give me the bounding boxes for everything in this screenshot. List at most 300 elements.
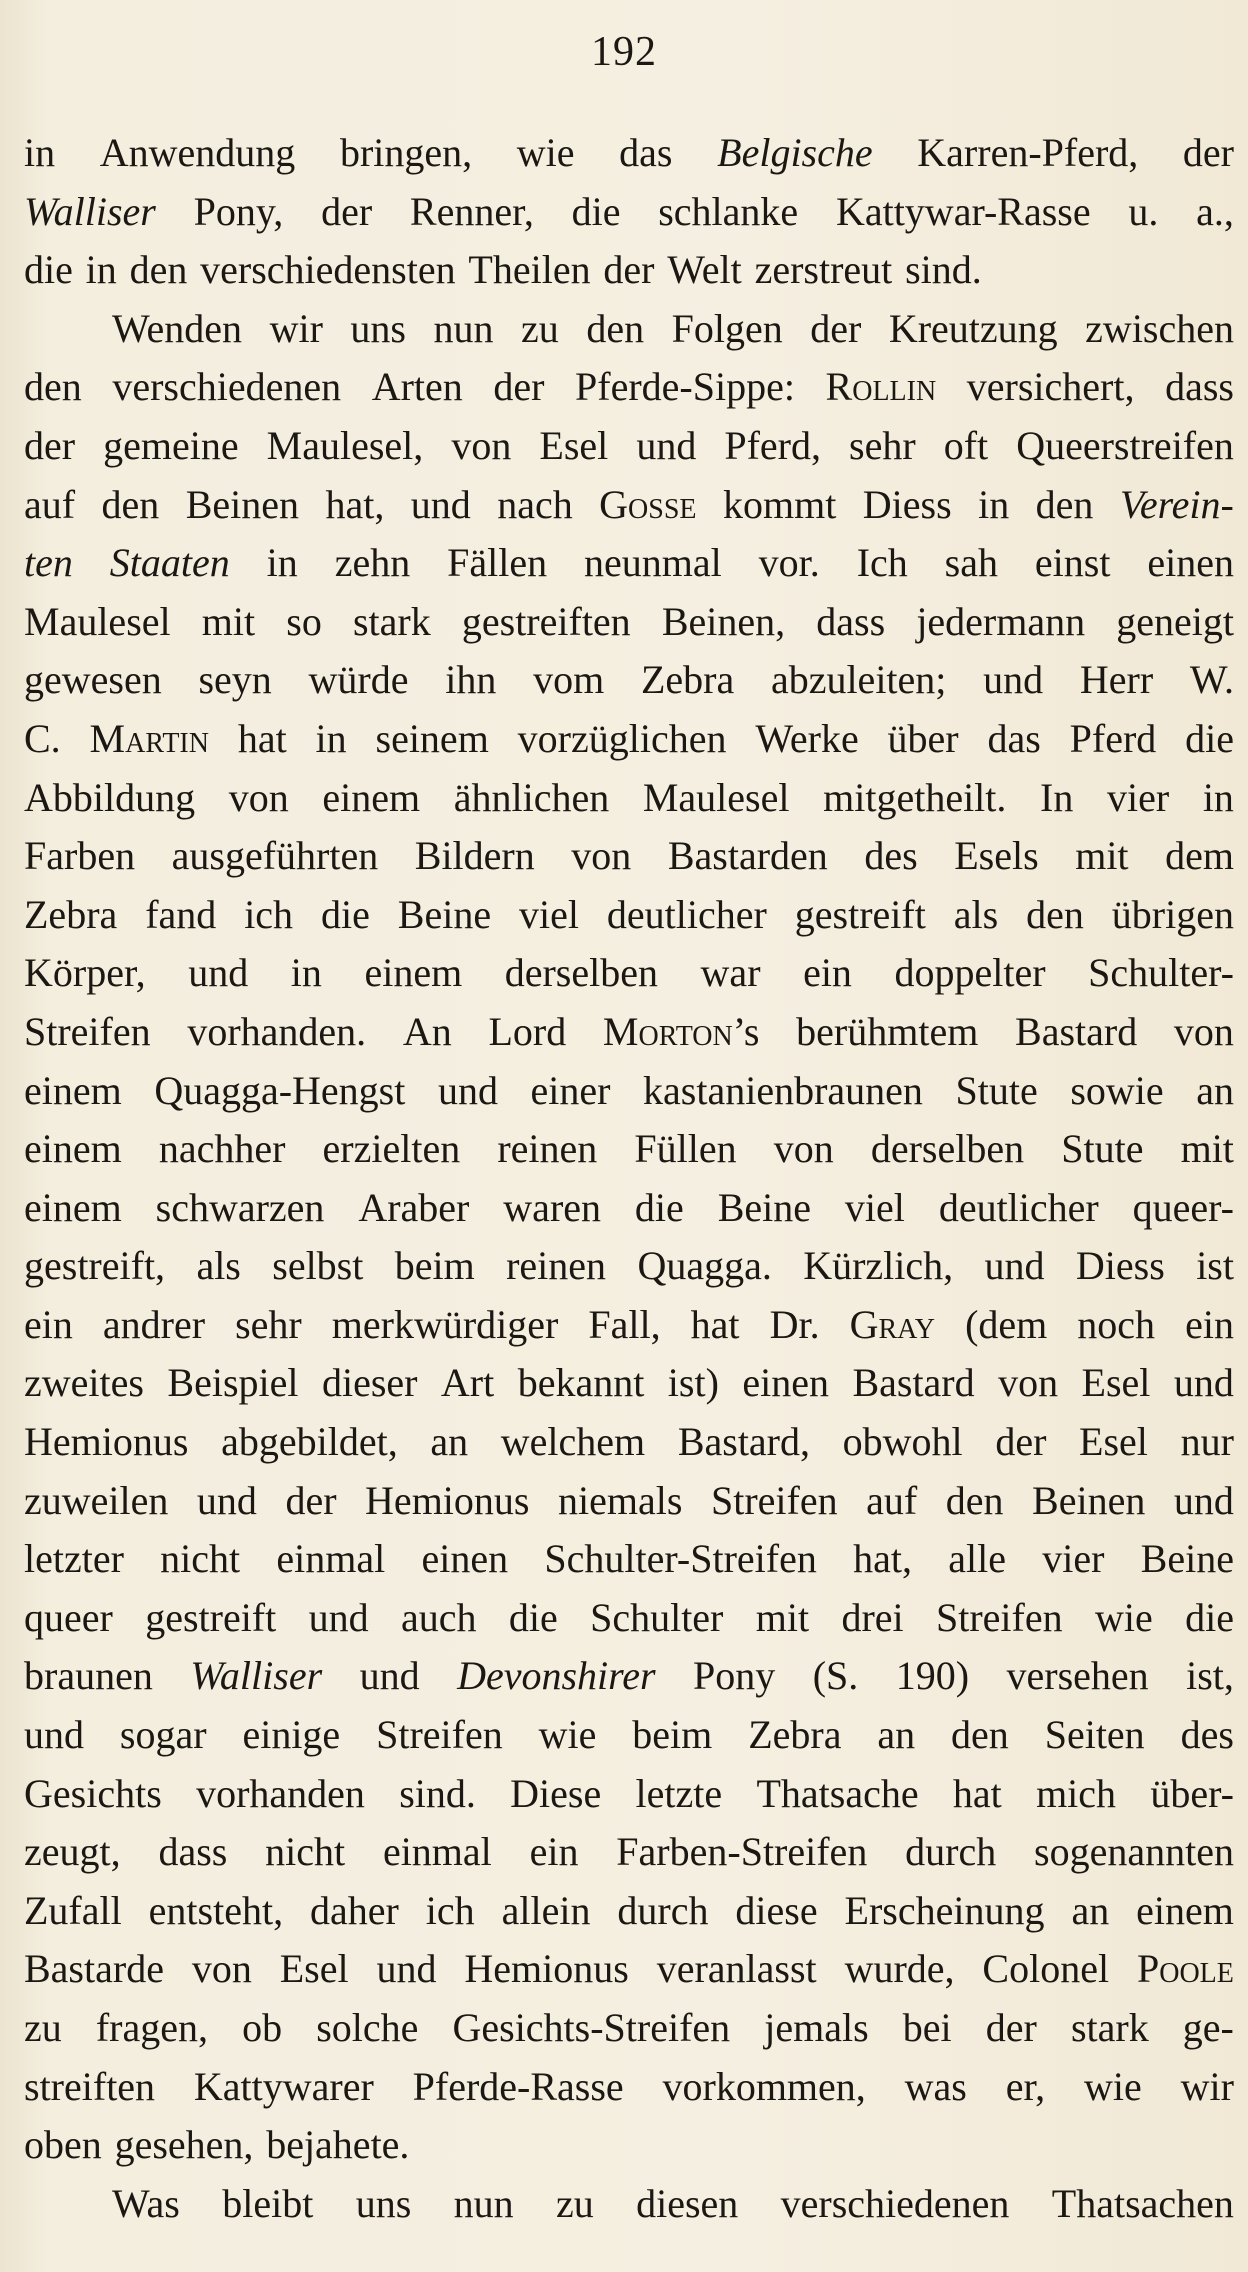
text-line xyxy=(24,124,1234,183)
word: von xyxy=(451,422,512,468)
word: und xyxy=(437,1067,498,1113)
word: a., xyxy=(1196,188,1234,234)
word: Esel xyxy=(1079,1419,1148,1465)
word: ich xyxy=(425,1887,475,1933)
word: von xyxy=(571,833,632,879)
word: derselben xyxy=(504,950,658,996)
word: einst xyxy=(1034,540,1111,586)
word: Welt xyxy=(667,247,742,293)
word: dass xyxy=(816,598,886,644)
word: den xyxy=(1035,481,1094,527)
word: vier xyxy=(1107,774,1170,820)
word: versehen xyxy=(1006,1653,1149,1699)
word: zehn xyxy=(334,540,411,586)
word: Martin xyxy=(89,715,209,761)
text-line xyxy=(24,1120,1234,1179)
word: ten xyxy=(24,540,73,586)
word: noch xyxy=(1077,1301,1156,1347)
word: der xyxy=(493,364,545,410)
word: wir xyxy=(269,305,323,351)
word: An xyxy=(402,1008,452,1054)
word: wie xyxy=(1084,2063,1142,2109)
word: Hemionus xyxy=(365,1477,530,1523)
word: ähnlichen xyxy=(453,774,610,820)
word: bringen, xyxy=(339,130,473,175)
word: Diess xyxy=(1075,1243,1165,1289)
word: des xyxy=(1180,1712,1234,1758)
word: andrer xyxy=(102,1301,206,1347)
word: Maulesel xyxy=(642,774,790,820)
word: den xyxy=(586,305,645,351)
word: ihn xyxy=(445,657,497,703)
word: den xyxy=(129,247,188,293)
word: kastanienbraunen xyxy=(643,1067,923,1113)
word: Abbildung xyxy=(24,774,196,820)
word: nun xyxy=(433,305,494,351)
word: Arten xyxy=(371,364,463,410)
text-line xyxy=(24,1882,1234,1941)
word: zwischen xyxy=(1085,305,1234,351)
word: Ich xyxy=(856,540,908,586)
word: Quagga-Hengst xyxy=(154,1067,406,1113)
word: bejahete. xyxy=(266,2122,410,2168)
word: beim xyxy=(394,1243,475,1289)
word: Bildern xyxy=(414,833,535,879)
word: alle xyxy=(948,1536,1006,1582)
word: und xyxy=(376,1946,437,1992)
word: einem xyxy=(1136,1887,1234,1933)
word: Staaten xyxy=(109,540,230,586)
word: Seiten xyxy=(1044,1712,1145,1758)
word: nach xyxy=(497,481,573,527)
word: sehr xyxy=(849,422,916,468)
word: uns xyxy=(350,305,406,351)
word: und xyxy=(196,1477,257,1523)
word: Esel xyxy=(539,422,609,468)
word: Farben-Streifen xyxy=(616,1829,868,1875)
text-line xyxy=(24,1999,1234,2058)
word: reinen xyxy=(497,1126,598,1172)
word: vom xyxy=(533,657,605,703)
word: viel xyxy=(844,1184,905,1230)
word: Beine xyxy=(1140,1536,1234,1582)
page-number: 192 xyxy=(591,29,657,75)
word: zu xyxy=(521,305,559,351)
text-line xyxy=(24,476,1234,535)
word: In xyxy=(1040,774,1074,820)
word: übrigen xyxy=(1111,891,1234,937)
word: einen xyxy=(1147,540,1234,586)
word: vorkommen, xyxy=(662,2063,866,2109)
word: von xyxy=(1173,1008,1234,1054)
word: merkwürdiger xyxy=(331,1301,559,1347)
text-line xyxy=(24,651,1234,710)
word: gemeine xyxy=(103,422,239,468)
word: hat, xyxy=(325,481,385,527)
word: streiften xyxy=(24,2063,156,2109)
word: hat xyxy=(237,715,287,761)
word: zeugt, xyxy=(24,1829,121,1875)
word: Poole xyxy=(1136,1946,1234,1992)
word: wurde, xyxy=(844,1946,955,1992)
word: und xyxy=(308,1594,369,1640)
word: Lord xyxy=(488,1008,567,1054)
word: Thatsache xyxy=(756,1770,919,1816)
word: Walliser xyxy=(24,188,156,234)
word: und xyxy=(1173,1477,1234,1523)
word: Folgen xyxy=(671,305,783,351)
word: waren xyxy=(503,1184,602,1230)
word: die xyxy=(320,891,370,937)
word: gestreift xyxy=(145,1594,277,1640)
word: schwarzen xyxy=(155,1184,325,1230)
word: in xyxy=(24,130,56,175)
text-line xyxy=(24,183,1234,242)
word: das xyxy=(987,715,1041,761)
word: Pferde-Sippe: xyxy=(575,364,795,410)
word: jedermann xyxy=(916,598,1086,644)
word: den xyxy=(101,481,160,527)
word: so xyxy=(286,598,322,644)
word: doppelter xyxy=(894,950,1046,996)
word: stark xyxy=(352,598,431,644)
word: Theilen xyxy=(468,247,591,293)
word: obwohl xyxy=(842,1419,963,1465)
word: an xyxy=(430,1419,469,1465)
word: (dem xyxy=(965,1301,1048,1347)
word: von xyxy=(191,1946,252,1992)
word: ob xyxy=(242,2005,283,2050)
word: sogar xyxy=(119,1712,207,1758)
word: Pferd xyxy=(1069,715,1157,761)
word: Bastarden xyxy=(667,833,828,879)
word: einen xyxy=(742,1360,829,1406)
word: letzter xyxy=(24,1536,124,1582)
word: geneigt xyxy=(1116,598,1234,644)
text-line xyxy=(24,827,1234,886)
word: Renner, xyxy=(409,188,534,234)
word: mit xyxy=(755,1594,810,1640)
word-group xyxy=(603,1003,760,1062)
word: Gray xyxy=(849,1301,936,1347)
word: und xyxy=(410,481,471,527)
word: Schulter-Streifen xyxy=(544,1536,817,1582)
word: die xyxy=(508,1594,558,1640)
word: derselben xyxy=(870,1126,1025,1172)
word: in xyxy=(266,540,298,586)
word: in xyxy=(85,247,117,293)
word: ein xyxy=(529,1829,579,1875)
word: er, xyxy=(1005,2063,1046,2109)
word: Quagga. xyxy=(637,1243,772,1289)
word: auch xyxy=(400,1594,477,1640)
word: der xyxy=(985,2005,1037,2050)
word: seinem xyxy=(375,715,489,761)
word: Bastarde xyxy=(24,1946,164,1992)
word: oben xyxy=(24,2122,102,2168)
word: veranlasst xyxy=(656,1946,817,1992)
body-text xyxy=(24,124,1234,2233)
word: verschiedensten xyxy=(200,247,456,293)
word: Streifen xyxy=(24,1008,151,1054)
word: den xyxy=(1026,891,1084,937)
word: welchem xyxy=(500,1419,646,1465)
text-line xyxy=(24,1003,1234,1062)
word: in xyxy=(290,950,322,996)
word: Araber xyxy=(358,1184,470,1230)
word: den xyxy=(951,1712,1009,1758)
word: der xyxy=(1182,130,1234,175)
word: Art xyxy=(440,1360,495,1406)
word: Diese xyxy=(510,1770,602,1816)
text-line xyxy=(24,1472,1234,1531)
word: Bastard, xyxy=(677,1419,810,1465)
word: den xyxy=(24,364,82,410)
text-line xyxy=(24,2175,1234,2234)
word: hat xyxy=(952,1770,1002,1816)
word: die xyxy=(1185,715,1234,761)
word: über xyxy=(887,715,959,761)
word: Esel xyxy=(1081,1360,1151,1406)
text-line xyxy=(24,2058,1234,2117)
word: mitgetheilt. xyxy=(823,774,1007,820)
text-line xyxy=(24,1530,1234,1589)
word: ein xyxy=(803,950,852,996)
word: über- xyxy=(1150,1770,1234,1816)
word: wie xyxy=(538,1712,597,1758)
word: u. xyxy=(1128,188,1159,234)
word: und xyxy=(636,422,697,468)
word: Kattywarer xyxy=(193,2063,374,2109)
word: Karren-Pferd, xyxy=(917,130,1139,175)
word: abgebildet, xyxy=(221,1419,398,1465)
word: einem xyxy=(24,1067,122,1113)
word: einem xyxy=(24,1184,122,1230)
text-line xyxy=(24,1940,1234,1999)
word: stark xyxy=(1070,2005,1149,2050)
word: Esel xyxy=(279,1946,349,1992)
word: Verein- xyxy=(1119,481,1234,527)
word: seyn xyxy=(198,657,272,703)
word: einem xyxy=(364,950,463,996)
word: Wenden xyxy=(112,305,243,351)
word: neunmal xyxy=(584,540,722,586)
text-line xyxy=(24,1237,1234,1296)
word: das xyxy=(619,130,673,175)
text-line xyxy=(24,886,1234,945)
word: hat xyxy=(690,1301,740,1347)
word: Streifen xyxy=(710,1477,838,1523)
word: deutlicher xyxy=(606,891,767,937)
word: ein xyxy=(24,1301,73,1347)
word: ’s xyxy=(732,1008,760,1054)
text-line xyxy=(24,769,1234,828)
word: drei xyxy=(841,1594,904,1640)
word: als xyxy=(953,891,999,937)
word: Pferde-Rasse xyxy=(412,2063,624,2109)
text-line xyxy=(24,1589,1234,1648)
word: Beine xyxy=(717,1184,812,1230)
word: in xyxy=(1202,774,1234,820)
word: die xyxy=(634,1184,684,1230)
text-line xyxy=(24,417,1234,476)
text-line xyxy=(24,300,1234,359)
word: wie xyxy=(516,130,575,175)
word: daher xyxy=(310,1887,399,1933)
word: Gesichts-Streifen xyxy=(452,2005,731,2050)
text-line xyxy=(24,1823,1234,1882)
word: Maulesel xyxy=(24,598,171,644)
word: des xyxy=(864,833,918,879)
word: und xyxy=(188,950,249,996)
word: dass xyxy=(158,1829,228,1875)
word: an xyxy=(877,1712,916,1758)
word: nachher xyxy=(158,1126,286,1172)
word: Anwendung xyxy=(99,130,296,175)
word: vor. xyxy=(758,540,820,586)
word: fragen, xyxy=(95,2005,209,2050)
word: vier xyxy=(1042,1536,1105,1582)
word: Pony, xyxy=(193,188,284,234)
word: einmal xyxy=(382,1829,492,1875)
word: Fall, xyxy=(588,1301,661,1347)
text-line xyxy=(24,1647,1234,1706)
word: Gosse xyxy=(599,481,697,527)
word: Beinen, xyxy=(661,598,786,644)
word: Schulter- xyxy=(1088,950,1234,996)
word: die xyxy=(1185,1594,1234,1640)
word: entsteht, xyxy=(148,1887,284,1933)
word: gewesen xyxy=(24,657,162,703)
word: selbst xyxy=(272,1243,364,1289)
text-line xyxy=(24,1413,1234,1472)
word: queer- xyxy=(1132,1184,1234,1230)
word: Zufall xyxy=(24,1887,122,1933)
word: deutlicher xyxy=(938,1184,1099,1230)
word: sogenannten xyxy=(1034,1829,1234,1875)
word: Morton xyxy=(602,1008,733,1054)
word: der xyxy=(995,1419,1047,1465)
word: Esels xyxy=(954,833,1039,879)
word: versichert, xyxy=(966,364,1135,410)
word: Colonel xyxy=(982,1946,1110,1992)
word: ist, xyxy=(1186,1653,1234,1699)
word: dieser xyxy=(321,1360,418,1406)
word: Beinen xyxy=(1032,1477,1146,1523)
word: durch xyxy=(617,1887,709,1933)
word: Kürzlich, xyxy=(803,1243,954,1289)
word: Gesichts xyxy=(24,1770,162,1816)
word: die xyxy=(24,247,73,293)
word: Farben xyxy=(24,833,136,879)
word: niemals xyxy=(558,1477,683,1523)
text-line xyxy=(24,358,1234,417)
word: queer xyxy=(24,1594,113,1640)
word: Kattywar-Rasse xyxy=(835,188,1091,234)
word: vorhanden xyxy=(196,1770,365,1816)
word: fand xyxy=(145,891,217,937)
word: erzielten xyxy=(322,1126,461,1172)
word: und xyxy=(983,657,1044,703)
word: kommt xyxy=(722,481,837,527)
word: Körper, xyxy=(24,950,146,996)
word: durch xyxy=(905,1829,997,1875)
word: reinen xyxy=(506,1243,607,1289)
word: dass xyxy=(1165,364,1234,410)
word: einen xyxy=(421,1536,509,1582)
word: einem xyxy=(24,1126,122,1172)
word: Zebra xyxy=(24,891,118,937)
word: gestreift, xyxy=(24,1243,166,1289)
word: den xyxy=(945,1477,1004,1523)
word: einem xyxy=(322,774,421,820)
word: bei xyxy=(902,2005,952,2050)
word: zu xyxy=(24,2005,62,2050)
word: Kreutzung xyxy=(888,305,1058,351)
word: der xyxy=(810,305,862,351)
word: nur xyxy=(1180,1419,1234,1465)
word: gestreiften xyxy=(461,598,631,644)
word: und xyxy=(24,1712,84,1758)
word: Schulter xyxy=(590,1594,724,1640)
word: letzte xyxy=(635,1770,723,1816)
word: beim xyxy=(632,1712,713,1758)
word: diese xyxy=(735,1887,818,1933)
text-line xyxy=(24,593,1234,652)
word: verschiedenen xyxy=(780,2180,1010,2226)
word: ausgeführten xyxy=(171,833,379,879)
word: in xyxy=(315,715,347,761)
word: ich xyxy=(244,891,294,937)
word: mit xyxy=(1180,1126,1234,1172)
word: viel xyxy=(519,891,579,937)
word: von xyxy=(773,1126,834,1172)
word: Erscheinung xyxy=(844,1887,1045,1933)
word: als xyxy=(196,1243,241,1289)
word: Beine xyxy=(397,891,492,937)
word: W. xyxy=(1189,657,1234,703)
word: an xyxy=(1196,1067,1234,1113)
word: einer xyxy=(530,1067,611,1113)
word: dem xyxy=(1165,833,1234,879)
text-line xyxy=(24,1765,1234,1824)
word: Bastard xyxy=(852,1360,975,1406)
word: Queerstreifen xyxy=(1016,422,1234,468)
word: der xyxy=(321,188,373,234)
word: mit xyxy=(1075,833,1129,879)
word: wie xyxy=(1094,1594,1153,1640)
word: 190) xyxy=(895,1653,970,1699)
word: (S. xyxy=(812,1653,859,1699)
text-line xyxy=(24,1296,1234,1355)
text-line xyxy=(24,2116,1234,2175)
word: die xyxy=(571,188,621,234)
word: Bastard xyxy=(1015,1008,1138,1054)
word: und xyxy=(359,1653,420,1699)
word: ein xyxy=(1185,1301,1234,1347)
word: Was xyxy=(112,2180,180,2226)
word: Streifen xyxy=(936,1594,1063,1640)
word: und xyxy=(1173,1360,1234,1406)
word: Pony xyxy=(693,1653,776,1699)
word: Maulesel, xyxy=(266,422,424,468)
word: Rollin xyxy=(825,364,937,410)
word: ist) xyxy=(667,1360,719,1406)
word: sind. xyxy=(905,247,982,293)
text-line xyxy=(24,1354,1234,1413)
word: was xyxy=(904,2063,967,2109)
word: Füllen xyxy=(634,1126,737,1172)
